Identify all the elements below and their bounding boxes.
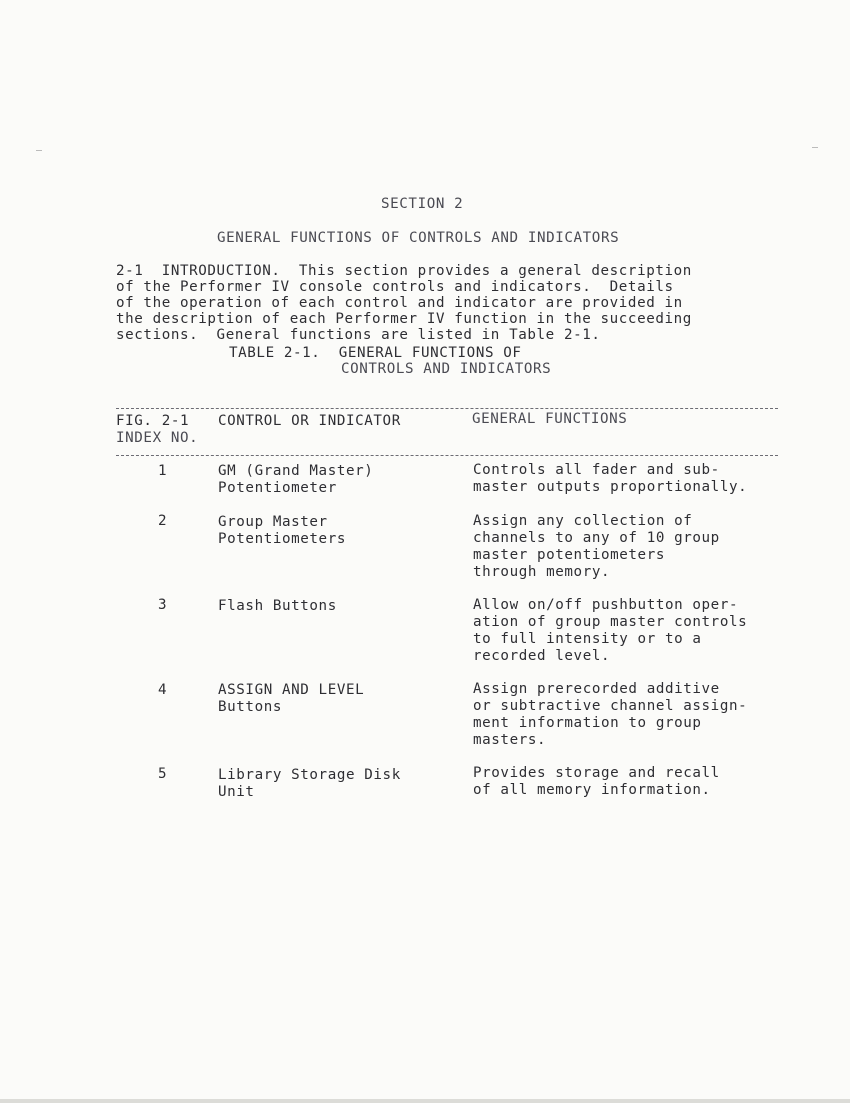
section-heading: SECTION 2 (381, 196, 464, 212)
table-row-index: 2 (158, 513, 168, 529)
table-row-function: Provides storage and recall (473, 765, 720, 781)
section-title: GENERAL FUNCTIONS OF CONTROLS AND INDICATORS (217, 230, 620, 246)
table-row-control: Library Storage Disk (218, 767, 401, 783)
table-row-index: 5 (158, 766, 168, 782)
table-row-control: Flash Buttons (218, 598, 337, 614)
table-row-function: through memory. (473, 564, 611, 580)
table-rule-top (116, 408, 778, 409)
intro-line: of the Performer IV console controls and indicators. Details (116, 279, 674, 295)
table-row-function: of all memory information. (473, 782, 711, 798)
intro-line: sections. General functions are listed in Table 2-1. (116, 327, 601, 343)
header-control: CONTROL OR INDICATOR (218, 413, 401, 429)
table-row-control: Potentiometers (218, 531, 346, 547)
intro-line: of the operation of each control and indicator are provided in (116, 295, 683, 311)
table-row-function: ment information to group (473, 715, 702, 731)
table-rule-header (116, 455, 778, 456)
table-row-index: 1 (158, 463, 168, 479)
header-index: FIG. 2-1 (116, 413, 190, 429)
table-row-function: Allow on/off pushbutton oper- (473, 597, 739, 613)
table-row-function: Assign any collection of (473, 513, 693, 529)
intro-line: 2-1 INTRODUCTION. This section provides a general description (116, 263, 692, 279)
scan-speck (812, 147, 818, 148)
table-row-control: Unit (218, 784, 255, 800)
table-row-function: channels to any of 10 group (473, 530, 720, 546)
table-row-control: Potentiometer (218, 480, 337, 496)
table-row-control: GM (Grand Master) (218, 463, 374, 479)
table-row-index: 3 (158, 597, 168, 613)
table-caption: CONTROLS AND INDICATORS (341, 361, 552, 377)
header-index: INDEX NO. (116, 430, 199, 446)
table-row-control: Buttons (218, 699, 282, 715)
scan-speck (36, 150, 42, 151)
table-row-function: or subtractive channel assign- (473, 698, 748, 714)
table-row-function: Controls all fader and sub- (473, 462, 720, 478)
table-row-control: Group Master (218, 514, 328, 530)
table-row-function: ation of group master controls (473, 614, 748, 630)
intro-line: the description of each Performer IV function in the succeeding (116, 311, 692, 327)
table-row-function: masters. (473, 732, 547, 748)
table-row-function: recorded level. (473, 648, 611, 664)
table-row-function: master outputs proportionally. (473, 479, 748, 495)
table-row-index: 4 (158, 682, 168, 698)
table-row-function: master potentiometers (473, 547, 665, 563)
table-row-control: ASSIGN AND LEVEL (218, 682, 365, 698)
table-row-function: Assign prerecorded additive (473, 681, 720, 697)
table-caption: TABLE 2-1. GENERAL FUNCTIONS OF (229, 345, 522, 361)
table-row-function: to full intensity or to a (473, 631, 702, 647)
header-functions: GENERAL FUNCTIONS (472, 411, 628, 427)
page-bottom-edge (0, 1099, 850, 1103)
